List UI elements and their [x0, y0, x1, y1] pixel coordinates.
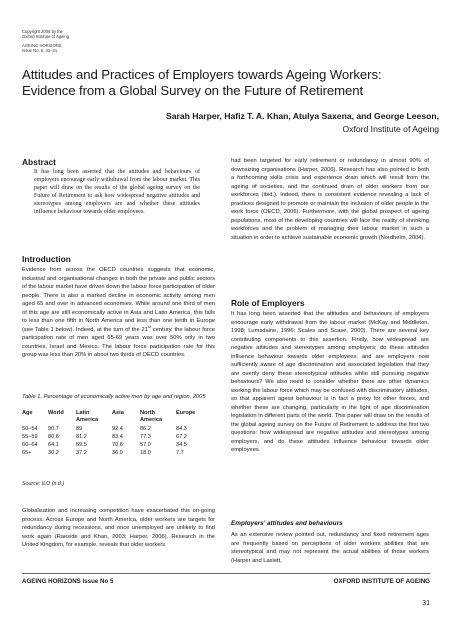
table-caption: Table 1. Percentage of economically active men by age and region, 2005 [22, 394, 206, 400]
role-of-employers-heading: Role of Employers [231, 298, 305, 308]
col-header-north-america: North America [140, 410, 163, 423]
footer-institute: OXFORD INSTITUTE OF AGEING [333, 578, 430, 585]
title-line-2: Evidence from a Global Survey on the Future of Retirement [22, 83, 364, 98]
table-cell: 89 [76, 426, 83, 432]
col-header-latin-america: Latin America [76, 410, 99, 423]
table-cell: 7.7 [176, 450, 184, 456]
table-cell: 84.3 [176, 426, 187, 432]
author-list: Sarah Harper, Hafiz T. A. Khan, Atulya Saxena, and George Leeson, [165, 111, 439, 121]
issue-line: Issue No. 5, 31–41 [22, 48, 58, 53]
author-block [100, 111, 439, 135]
table-cell: 34.5 [176, 442, 187, 448]
col-header-age: Age [22, 410, 33, 416]
abstract-text: It has long been asserted that the attitudes and behaviours of employers encourage early withdrawal from the labour market. This paper will draw on the results of the global ageing survey on the Future of Retirement to ask how widespread negative attitudes and stereotypes among employers are and whether these attitudes influence behaviour towards older employees. [34, 169, 200, 215]
col-header-world: World [48, 410, 64, 416]
table-cell: 50–54 [22, 426, 38, 432]
publisher-line: Oxford Institute of Ageing [22, 34, 70, 39]
table-row [22, 441, 202, 449]
table-row [22, 433, 202, 441]
introduction-paragraph-2: Globalisation and increasing competition have exacerbated this on-going process. Across Europe and North America, older workers are targets for redundancy during recessions, and once unemployed are unlikely to find work again (Raeside and Khan, 2003; Harper, 2006). Research in the United Kingdom, for example, reveals that older workers [22, 508, 215, 548]
introduction-heading: Introduction [22, 254, 71, 264]
employment-table [22, 410, 202, 457]
table-cell: 18.0 [140, 450, 151, 456]
col-header-europe: Europe [176, 410, 196, 416]
table-row [22, 449, 202, 457]
table-header-row [22, 410, 202, 425]
superscript-st: st [147, 324, 151, 329]
table-cell: 90.7 [48, 426, 59, 432]
journal-name: AGEING HORIZONS [22, 43, 62, 48]
title-line-1: Attitudes and Practices of Employers towards Ageing Workers: [22, 67, 382, 82]
copyright-line: Copyright 2006 by the [22, 29, 63, 34]
footer-rule [22, 573, 430, 574]
col-header-asia: Asia [112, 410, 124, 416]
table-cell: 70.6 [112, 442, 123, 448]
table-cell: 77.3 [140, 434, 151, 440]
author-institution: Oxford Institute of Ageing [342, 124, 439, 134]
article-title [22, 67, 442, 99]
table-cell: 83.4 [112, 434, 123, 440]
right-paragraph-1: had been targeted for early retirement or redundancy in almost 90% of downsizing organisations (Harper, 2006). Research has also pointed to both a forthcoming skills crisis and experience drain which will result from the ageing of societies, and the continued drain of older workers from our workforces (ibid.). Indeed, there is consistent evidence revealing a lack of practices designed to promote or maintain the inclusion of older people in the work force (OECD, 2006). Furthermore, with the global prospect of ageing populations, most of the developing countries will face the reality of shrinking workforces and the problem of managing their labour market in such a situation in order to achieve sustainable economic growth (Nordheim, 2004). [231, 158, 429, 241]
table-cell: 67.2 [176, 434, 187, 440]
table-cell: 92.4 [112, 426, 123, 432]
page-number: 31 [422, 600, 430, 607]
footer-journal: AGEING HORIZONS Issue No 5 [22, 578, 114, 585]
table-cell: 69.5 [76, 442, 87, 448]
table-cell: 36.9 [112, 450, 123, 456]
table-cell: 86.2 [140, 426, 151, 432]
table-cell: 65+ [22, 450, 32, 456]
right-paragraph-2: It has long been asserted that the attitudes and behaviours of employers encourage early withdrawal from the labour market (McKay and Middleton, 1998; Lumsdaine, 1996; Scales and Scase, 2000). There are several key contributing components to this assertion. Firstly, how widespread are negative attitudes and stereotypes among employers; do these attitudes influence behaviour towards older employees; and are employers now sufficiently aware of age discrimination and associated legislation that they are overtly deny these stereotypical attitudes while still pursuing negative behaviours? We also need to consider whether there are other dynamics working the labour force which may be confused with discriminatory attitudes, so that apparent ageist behaviour is in fact a proxy for other forces, and whether these are changing, particularly in the light of age discrimination legislation in different parts of the world. This paper will draw on the results of the global ageing survey on the Future of Retirement to address the first two questions: how widespread are negative attitudes and stereotypes among employers, and do these attitudes influence behaviour towards older employees. [231, 311, 429, 453]
table-cell: 64.1 [48, 442, 59, 448]
right-paragraph-3: As an extensive review pointed out, redundancy and fixed retirement ages are frequently based on perceptions of older workers abilities that are stereotypical and may not represent the actual abilities of those workers (Harper and Laslett, [231, 532, 429, 564]
table-source: Source: ILO (n.d.) [22, 481, 65, 487]
table-cell: 55–59 [22, 434, 38, 440]
masthead [22, 29, 69, 53]
introduction-paragraph-1: Evidence from across the OECD countries suggests that economic, industrial and organisational changes in both the private and public sectors of the labour market have driven down the labour force participation of older people. There is also a marked decline in economic activity among men aged 65 and over in advanced economies. While around one third of men of this age are still economically active in Asia and Latin America, this falls to less than one fifth in North America and less than one tenth in Europe (see Table 1 below). Indeed, at the turn of the 21st century, the labour force participation rate of men aged 65-69 years was over 50% only in two countries, Israel and Mexico. The labour force participation rate for this group was less than 20% in about two thirds of OECD countries. [22, 267, 215, 358]
table-cell: 80.6 [48, 434, 59, 440]
table-row [22, 425, 202, 433]
table-cell: 81.2 [76, 434, 87, 440]
abstract-heading: Abstract [22, 157, 56, 167]
table-cell: 37.2 [76, 450, 87, 456]
table-cell: 30.2 [48, 450, 59, 456]
table-cell: 60–64 [22, 442, 38, 448]
table-cell: 57.0 [140, 442, 151, 448]
attitudes-subheading: Employers’ attitudes and behaviours [231, 520, 343, 527]
table-1 [22, 410, 202, 457]
